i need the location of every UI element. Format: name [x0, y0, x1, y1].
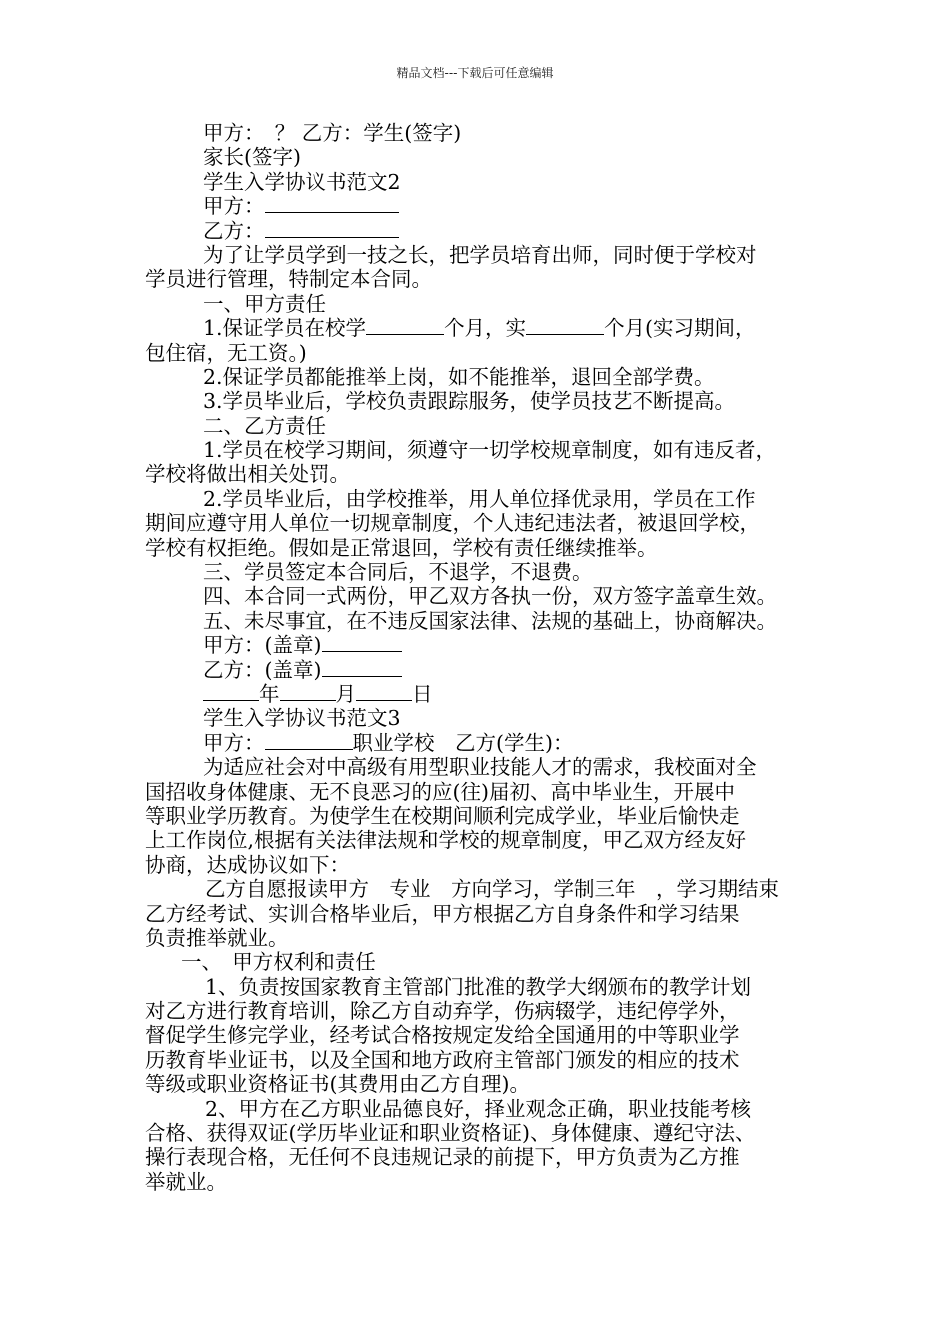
paragraph-line: 1.学员在校学习期间，须遵守一切学校规章制度，如有违反者，: [203, 438, 777, 463]
party-a-line: 甲方：: [145, 194, 815, 218]
document-body: [145, 121, 815, 1194]
signature-line-party-a-b: 甲方： ？ 乙方：学生(签字): [203, 121, 462, 145]
section-title-sample-2: 学生入学协议书范文2: [203, 169, 401, 194]
paragraph-line: 包住宿，无工资。): [145, 340, 307, 365]
paragraph-line: 为适应社会对中高级有用型职业技能人才的需求，我校面对全: [203, 755, 757, 780]
paragraph-line: 学校有权拒绝。假如是正常退回，学校有责任继续推举。: [145, 535, 658, 560]
date-line: 年 月 日: [145, 682, 815, 706]
paragraph-line: 2.学员毕业后，由学校推举，用人单位择优录用，学员在工作: [203, 486, 756, 511]
paragraph-line: 协商，达成协议如下：: [145, 852, 350, 877]
paragraph-line: 乙方自愿报读甲方 专业 方向学习，学制三年 ，学习期结束: [205, 877, 779, 902]
paragraph-line: 督促学生修完学业，经考试合格按规定发给全国通用的中等职业学: [145, 1023, 740, 1048]
clause-heading: 二、乙方责任: [203, 413, 326, 438]
paragraph-line: 操行表现合格，无任何不良违规记录的前提下，甲方负责为乙方推: [145, 1145, 740, 1170]
clause-heading: 一、甲方责任: [203, 291, 326, 316]
paragraph-line: 2、甲方在乙方职业品德良好，择业观念正确，职业技能考核: [205, 1096, 752, 1121]
page-header: 精品文档---下载后可任意编辑: [396, 66, 554, 80]
paragraph-line: 等职业学历教育。为使学生在校期间顺利完成学业，毕业后愉快走: [145, 803, 740, 828]
paragraph-line: 1.保证学员在校学 个月，实 个月(实习期间，: [203, 316, 756, 341]
paragraph-line: 期间应遵守用人单位一切规章制度，个人违纪违法者，被退回学校，: [145, 511, 760, 536]
paragraph-line: 合格、获得双证(学历毕业证和职业资格证)、身体健康、遵纪守法、: [145, 1121, 756, 1146]
section-title-sample-3: 学生入学协议书范文3: [203, 706, 401, 731]
clause-heading: 一、 甲方权利和责任: [181, 950, 376, 975]
paragraph-line: 举就业。: [145, 1169, 227, 1194]
parent-signature-line: 家长(签字): [203, 145, 301, 170]
party-a-seal-line: 甲方：(盖章): [145, 633, 815, 657]
party-b-seal-line: 乙方：(盖章): [145, 658, 815, 682]
paragraph-line: 国招收身体健康、无不良恶习的应(往)届初、高中毕业生，开展中: [145, 779, 735, 804]
party-line: 甲方： 职业学校 乙方(学生)：: [203, 730, 574, 755]
paragraph-line: 为了让学员学到一技之长，把学员培育出师，同时便于学校对: [203, 242, 757, 267]
paragraph-line: 负责推举就业。: [145, 925, 289, 950]
paragraph-line: 1、负责按国家教育主管部门批准的教学大纲颁布的教学计划: [205, 974, 752, 999]
paragraph-line: 历教育毕业证书，以及全国和地方政府主管部门颁发的相应的技术: [145, 1047, 740, 1072]
paragraph-line: 上工作岗位,根据有关法律法规和学校的规章制度，甲乙双方经友好: [145, 828, 747, 853]
paragraph-line: 四、本合同一式两份，甲乙双方各执一份，双方签字盖章生效。: [203, 584, 777, 609]
party-b-line: 乙方：: [145, 219, 815, 243]
paragraph-line: 学员进行管理，特制定本合同。: [145, 267, 432, 292]
paragraph-line: 等级或职业资格证书(其费用由乙方自理)。: [145, 1072, 530, 1097]
paragraph-line: 三、学员签定本合同后，不退学，不退费。: [203, 560, 593, 585]
paragraph-line: 五、未尽事宜，在不违反国家法律、法规的基础上，协商解决。: [203, 608, 777, 633]
paragraph-line: 2.保证学员都能推举上岗，如不能推举，退回全部学费。: [203, 364, 715, 389]
paragraph-line: 3.学员毕业后，学校负责跟踪服务，使学员技艺不断提高。: [203, 389, 736, 414]
paragraph-line: 乙方经考试、实训合格毕业后，甲方根据乙方自身条件和学习结果: [145, 901, 740, 926]
paragraph-line: 学校将做出相关处罚。: [145, 462, 350, 487]
paragraph-line: 对乙方进行教育培训，除乙方自动弃学，伤病辍学，违纪停学外，: [145, 999, 740, 1024]
